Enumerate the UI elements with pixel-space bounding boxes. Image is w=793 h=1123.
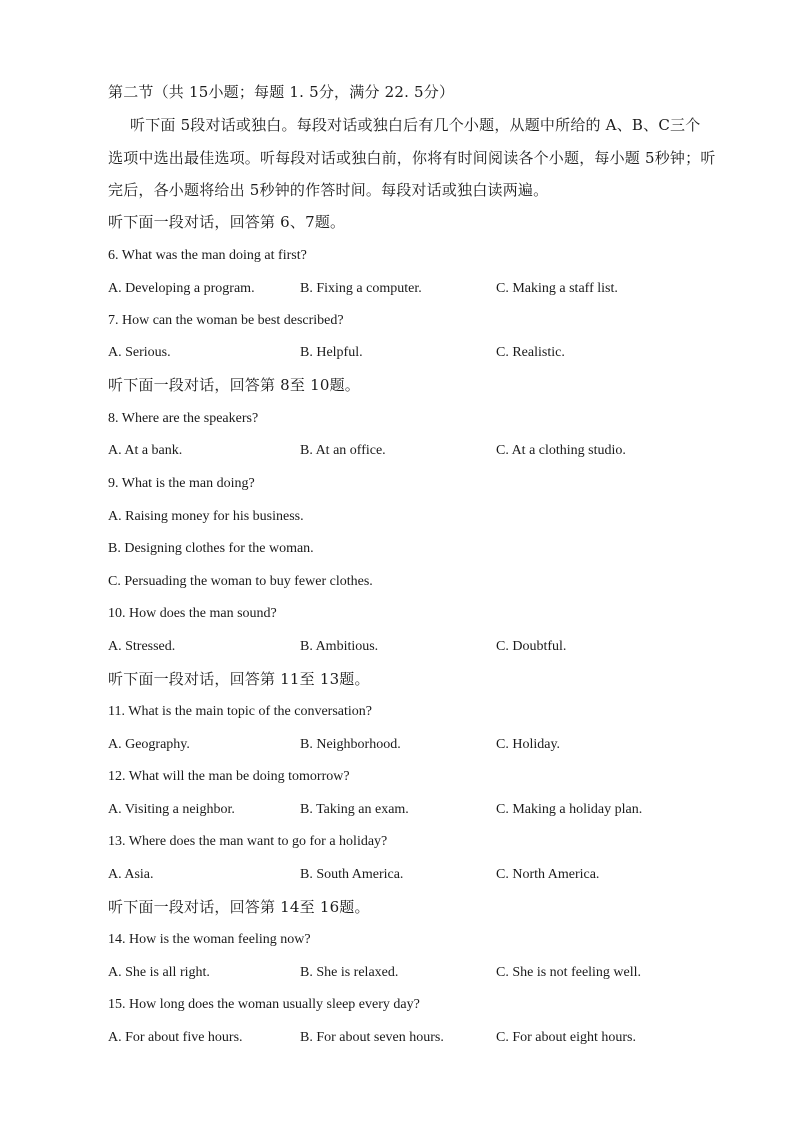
option-c: C. For about eight hours. [496, 1030, 636, 1045]
option-a: A. Serious. [108, 345, 171, 360]
question-stem: 9. What is the man doing? [108, 476, 255, 491]
option-a: A. Geography. [108, 737, 190, 752]
option-b: B. She is relaxed. [300, 965, 399, 980]
option-c: C. Persuading the woman to buy fewer clothes. [108, 574, 373, 589]
instruction-line-2: 选项中选出最佳选项。听每段对话或独白前，你将有时间阅读各个小题，每小题 5秒钟；听 [108, 149, 716, 167]
option-c: C. North America. [496, 867, 600, 882]
option-b: B. Ambitious. [300, 639, 379, 654]
group-heading: 听下面一段对话，回答第 6、7题。 [108, 213, 346, 231]
option-b: B. Taking an exam. [300, 802, 409, 817]
instruction-line-1: 听下面 5段对话或独白。每段对话或独白后有几个小题，从题中所给的 A、B、C三个 [130, 116, 701, 134]
instruction-line-3: 完后，各小题将给出 5秒钟的作答时间。每段对话或独白读两遍。 [108, 181, 549, 199]
question-stem: 12. What will the man be doing tomorrow? [108, 769, 350, 784]
option-c: C. Making a holiday plan. [496, 802, 643, 817]
question-stem: 11. What is the main topic of the conversation? [108, 704, 372, 719]
question-stem: 8. Where are the speakers? [108, 411, 259, 426]
question-stem: 6. What was the man doing at first? [108, 248, 307, 263]
option-c: C. Realistic. [496, 345, 565, 360]
option-a: A. Stressed. [108, 639, 176, 654]
option-a: A. Visiting a neighbor. [108, 802, 235, 817]
group-heading: 听下面一段对话，回答第 8至 10题。 [108, 376, 360, 394]
option-b: B. Neighborhood. [300, 737, 401, 752]
option-b: B. Fixing a computer. [300, 281, 422, 296]
question-stem: 14. How is the woman feeling now? [108, 932, 311, 947]
option-c: C. Making a staff list. [496, 281, 618, 296]
group-heading: 听下面一段对话，回答第 14至 16题。 [108, 898, 370, 916]
option-c: C. Holiday. [496, 737, 561, 752]
option-a: A. Raising money for his business. [108, 509, 304, 524]
option-a: A. For about five hours. [108, 1030, 243, 1045]
option-c: C. At a clothing studio. [496, 443, 626, 458]
option-b: B. For about seven hours. [300, 1030, 444, 1045]
question-stem: 7. How can the woman be best described? [108, 313, 344, 328]
option-b: B. Designing clothes for the woman. [108, 541, 314, 556]
question-stem: 10. How does the man sound? [108, 606, 277, 621]
option-c: C. Doubtful. [496, 639, 567, 654]
option-b: B. Helpful. [300, 345, 363, 360]
option-a: A. Asia. [108, 867, 154, 882]
option-a: A. Developing a program. [108, 281, 255, 296]
question-stem: 13. Where does the man want to go for a holiday? [108, 834, 388, 849]
question-stem: 15. How long does the woman usually sleep every day? [108, 997, 420, 1012]
option-a: A. She is all right. [108, 965, 210, 980]
option-b: B. At an office. [300, 443, 386, 458]
section-title: 第二节（共 15小题；每题 1. 5分，满分 22. 5分） [108, 83, 455, 101]
option-a: A. At a bank. [108, 443, 183, 458]
option-c: C. She is not feeling well. [496, 965, 642, 980]
option-b: B. South America. [300, 867, 404, 882]
group-heading: 听下面一段对话，回答第 11至 13题。 [108, 670, 370, 688]
